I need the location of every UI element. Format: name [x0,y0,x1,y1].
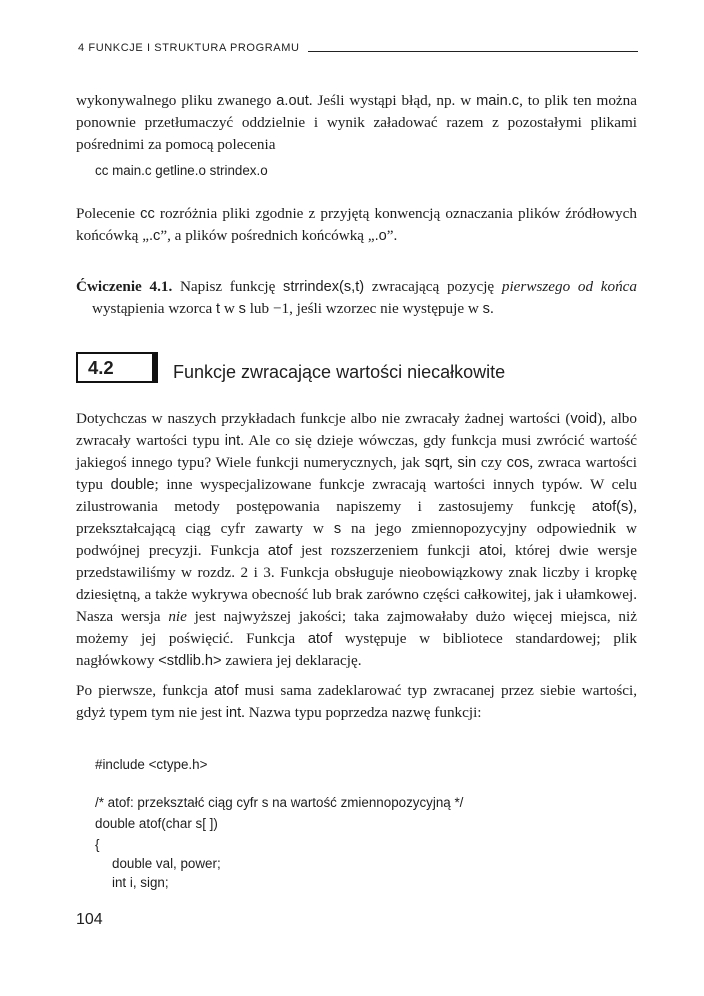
code-line-comment: /* atof: przekształć ciąg cyfr s na wartość zmiennopozycyjną */ [95,795,464,810]
paragraph-3: Dotychczas w naszych przykładach funkcje albo nie zwracały żadnej wartości (void), albo zwracały wartości typu int. Ale co się dzieje wówczas, gdy funkcja musi zwrócić wartość jakiegoś innego typu? Wiele funkcji numerycznych, jak sqrt, sin czy cos, zwraca wartości typu double; inne wyspecjalizowane funkcje zwracają wartości innych typów. W celu zilustrowania metody postępowania napiszemy i zastosujemy funkcję atof(s), przekształcającą ciąg cyfr zawarty w s na jego zmiennopozycyjny odpowiednik w podwójnej precyzji. Funkcja atof jest rozszerzeniem funkcji atoi, której dwie wersje przedstawiliśmy w rozdz. 2 i 3. Funkcja obsługuje nieobowiązkowy znak liczby i kropkę dziesiętną, a także wykrywa obecność lub brak zarówno części całkowitej, jak i ułamkowej. Nasza wersja nie jest najwyższej jakości; taka zajmowałaby dużo więcej miejsca, niż możemy jej poświęcić. Funkcja atof występuje w bibliotece standardowej; plik nagłówkowy <stdlib.h> zawiera jej deklarację. [76,410,637,669]
emphasis: pierwszego od końca [501,278,638,295]
inline-code: .c [148,228,161,244]
running-title: 4 FUNKCJE I STRUKTURA PROGRAMU [78,42,300,54]
paragraph-1: wykonywalnego pliku zwanego a.out. Jeśli wystąpi błąd, np. w main.c, to plik ten można ponownie przetłumaczyć oddzielnie i wynik załadować razem z pozostałymi plikami pośrednimi za pomocą polecenia [76,92,637,153]
paragraph-4: Po pierwsze, funkcja atof musi sama zadeklarować typ zwracanej przez siebie wartości, gdyż typem tym nie jest int. Nazwa typu poprzedza nazwę funkcji: [76,682,637,721]
command-line: cc main.c getline.o strindex.o [95,163,268,178]
inline-code: .o [374,228,387,244]
running-header [78,42,638,54]
code-line-brace: { [95,837,100,852]
code-line-signature: double atof(char s[ ]) [95,816,218,831]
code-line-decl-int: int i, sign; [112,875,169,890]
code-line-decl-double: double val, power; [112,856,221,871]
code-line-include: #include <ctype.h> [95,757,208,772]
section-number-box [76,352,158,383]
inline-code: cc [140,206,155,222]
paragraph-2: Polecenie cc rozróżnia pliki zgodnie z przyjętą konwencją oznaczania plików źródłowych końcówką „.c”, a plików pośrednich końcówką „.o”. [76,205,637,244]
section-title: Funkcje zwracające wartości niecałkowite [173,362,506,382]
section-number: 4.2 [88,357,114,378]
inline-code: main.c [476,93,520,109]
emphasis: nie [168,608,187,625]
page-number: 104 [76,911,103,928]
inline-code: a.out [276,93,309,109]
exercise-4-1: Ćwiczenie 4.1. Napisz funkcję strrindex(s,t) zwracającą pozycję pierwszego od końca wystąpienia wzorca t w s lub −1, jeśli wzorzec nie występuje w s. [76,278,638,317]
exercise-label: Ćwiczenie 4.1. [76,278,173,295]
header-rule [308,51,638,52]
